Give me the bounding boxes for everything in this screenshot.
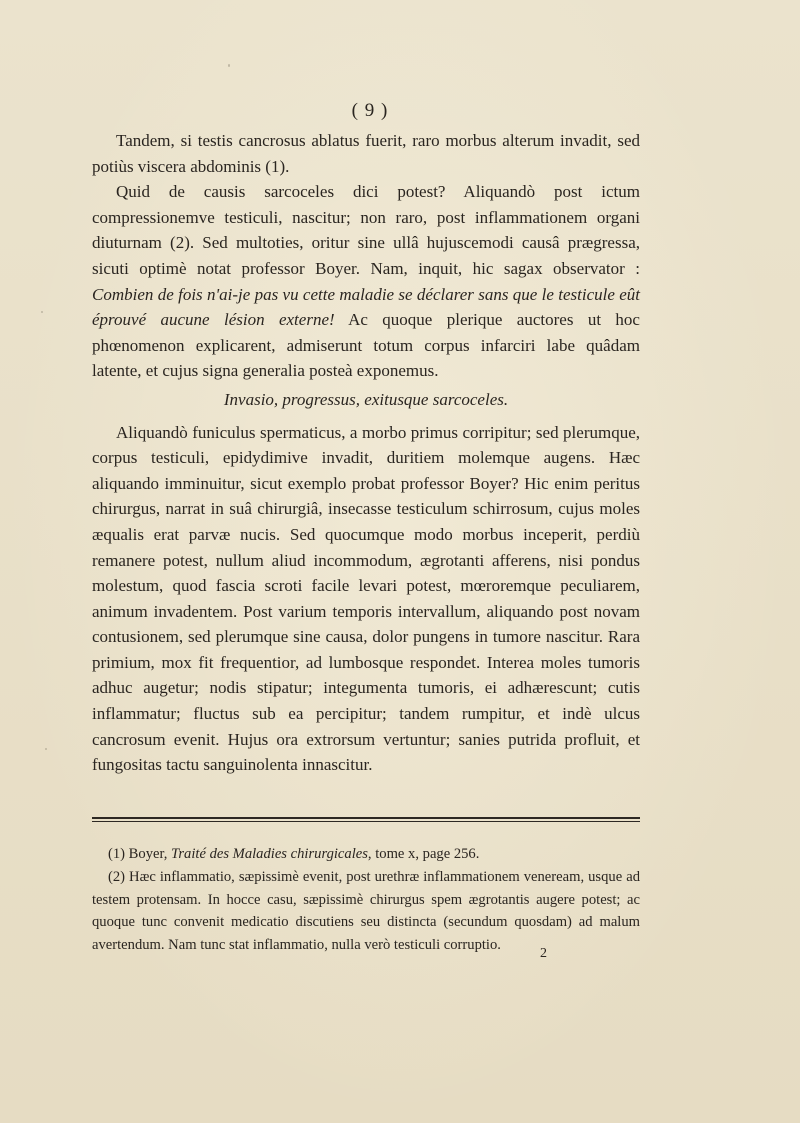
paragraph-2-tail: Ac quoque plerique auctores ut hoc phœnomenon explicarent, admiserunt totum corpus infarciri labe quâdam latente, et cujus signa generalia posteà exponemus. <box>92 310 640 381</box>
footnote-1-prefix: (1) Boyer, <box>108 846 172 862</box>
paragraph-1: Tandem, si testis cancrosus ablatus fuerit, raro morbus alterum invadit, sed potiùs viscera abdominis (1). <box>92 131 640 176</box>
paper-speck <box>228 64 230 67</box>
page-number: ( 9 ) <box>351 100 389 121</box>
paragraph-2-text: Quid de causis sarcoceles dici potest? Aliquandò post ictum compressionemve testiculi, nascitur; non raro, post inflammationem organi diuturnam (2). Sed multoties, oritur sine ullâ hujuscemodi causâ prægressa, sicuti optimè notat professor Boyer. Nam, inquit, hic sagax observator : <box>92 182 640 278</box>
paragraph-2 <box>92 179 640 384</box>
footnote-1-suffix: , tome x, page 256. <box>367 846 480 862</box>
separator-thick-rule <box>92 817 640 819</box>
footnotes <box>92 843 640 957</box>
paragraph-2-quote: Combien de fois n'ai-je pas vu cette maladie se déclarer sans que le testicule eût éprouvé aucune lésion externe! <box>92 284 640 330</box>
footnote-1-title: Traité des Maladies chirurgicales <box>171 846 368 862</box>
paragraph-3: Aliquandò funiculus spermaticus, a morbo primus corripitur; sed plerumque, corpus testiculi, epidydimive invadit, duritiem molemque augens. Hæc aliquando imminuitur, sicut exemplo probat professor Boyer? Hic enim peritus chirurgus, narrat in suâ chirurgiâ, insecasse testiculum schirrosum, cujus moles æqualis erat parvæ nucis. Sed quocumque modo morbus inceperit, perdiù remanere potest, nullum aliud incommodum, ægrotanti afferens, nisi pondus molestum, quod fascia scroti facile levari potest, mœroremque peculiarem, animum invadentem. Post varium temporis intervallum, aliquando post novam contusionem, sed plerumque sine causa, dolor pungens in tumore nascitur. Rara primium, mox fit frequentior, ad lumbosque respondet. Interea moles tumoris adhuc augetur; nodis stipatur; integumenta tumoris, ei adhærescunt; cutis inflammatur; fluctus sub ea percipitur; tandem rumpitur, et indè ulcus cancrosum evenit. Hujus ora extrorsum vertuntur; sanies putrida profluit, et fungositas tactu sanguinolenta innascitur. <box>92 422 640 775</box>
footnote-2: (2) Hæc inflammatio, sæpissimè evenit, post urethræ inflammationem veneream, usque ad testem protensam. In hocce casu, sæpissimè chirurgus spem ægrotantis augere potest; ac quoque tunc convenit medicatio discutiens seu distincta (secundum quosdam) ad malum avertendum. Nam tunc stat inflammatio, nulla verò testiculi corruptio. <box>92 868 640 954</box>
footnote-separator <box>92 817 640 822</box>
body-text <box>92 128 640 778</box>
separator-thin-rule <box>92 821 640 822</box>
section-heading: Invasio, progressus, exitusque sarcoceles. <box>223 389 509 409</box>
signature-mark: 2 <box>540 946 547 961</box>
paper-speck <box>41 311 43 313</box>
paper-speck <box>45 748 47 750</box>
footnote-1 <box>92 843 640 866</box>
